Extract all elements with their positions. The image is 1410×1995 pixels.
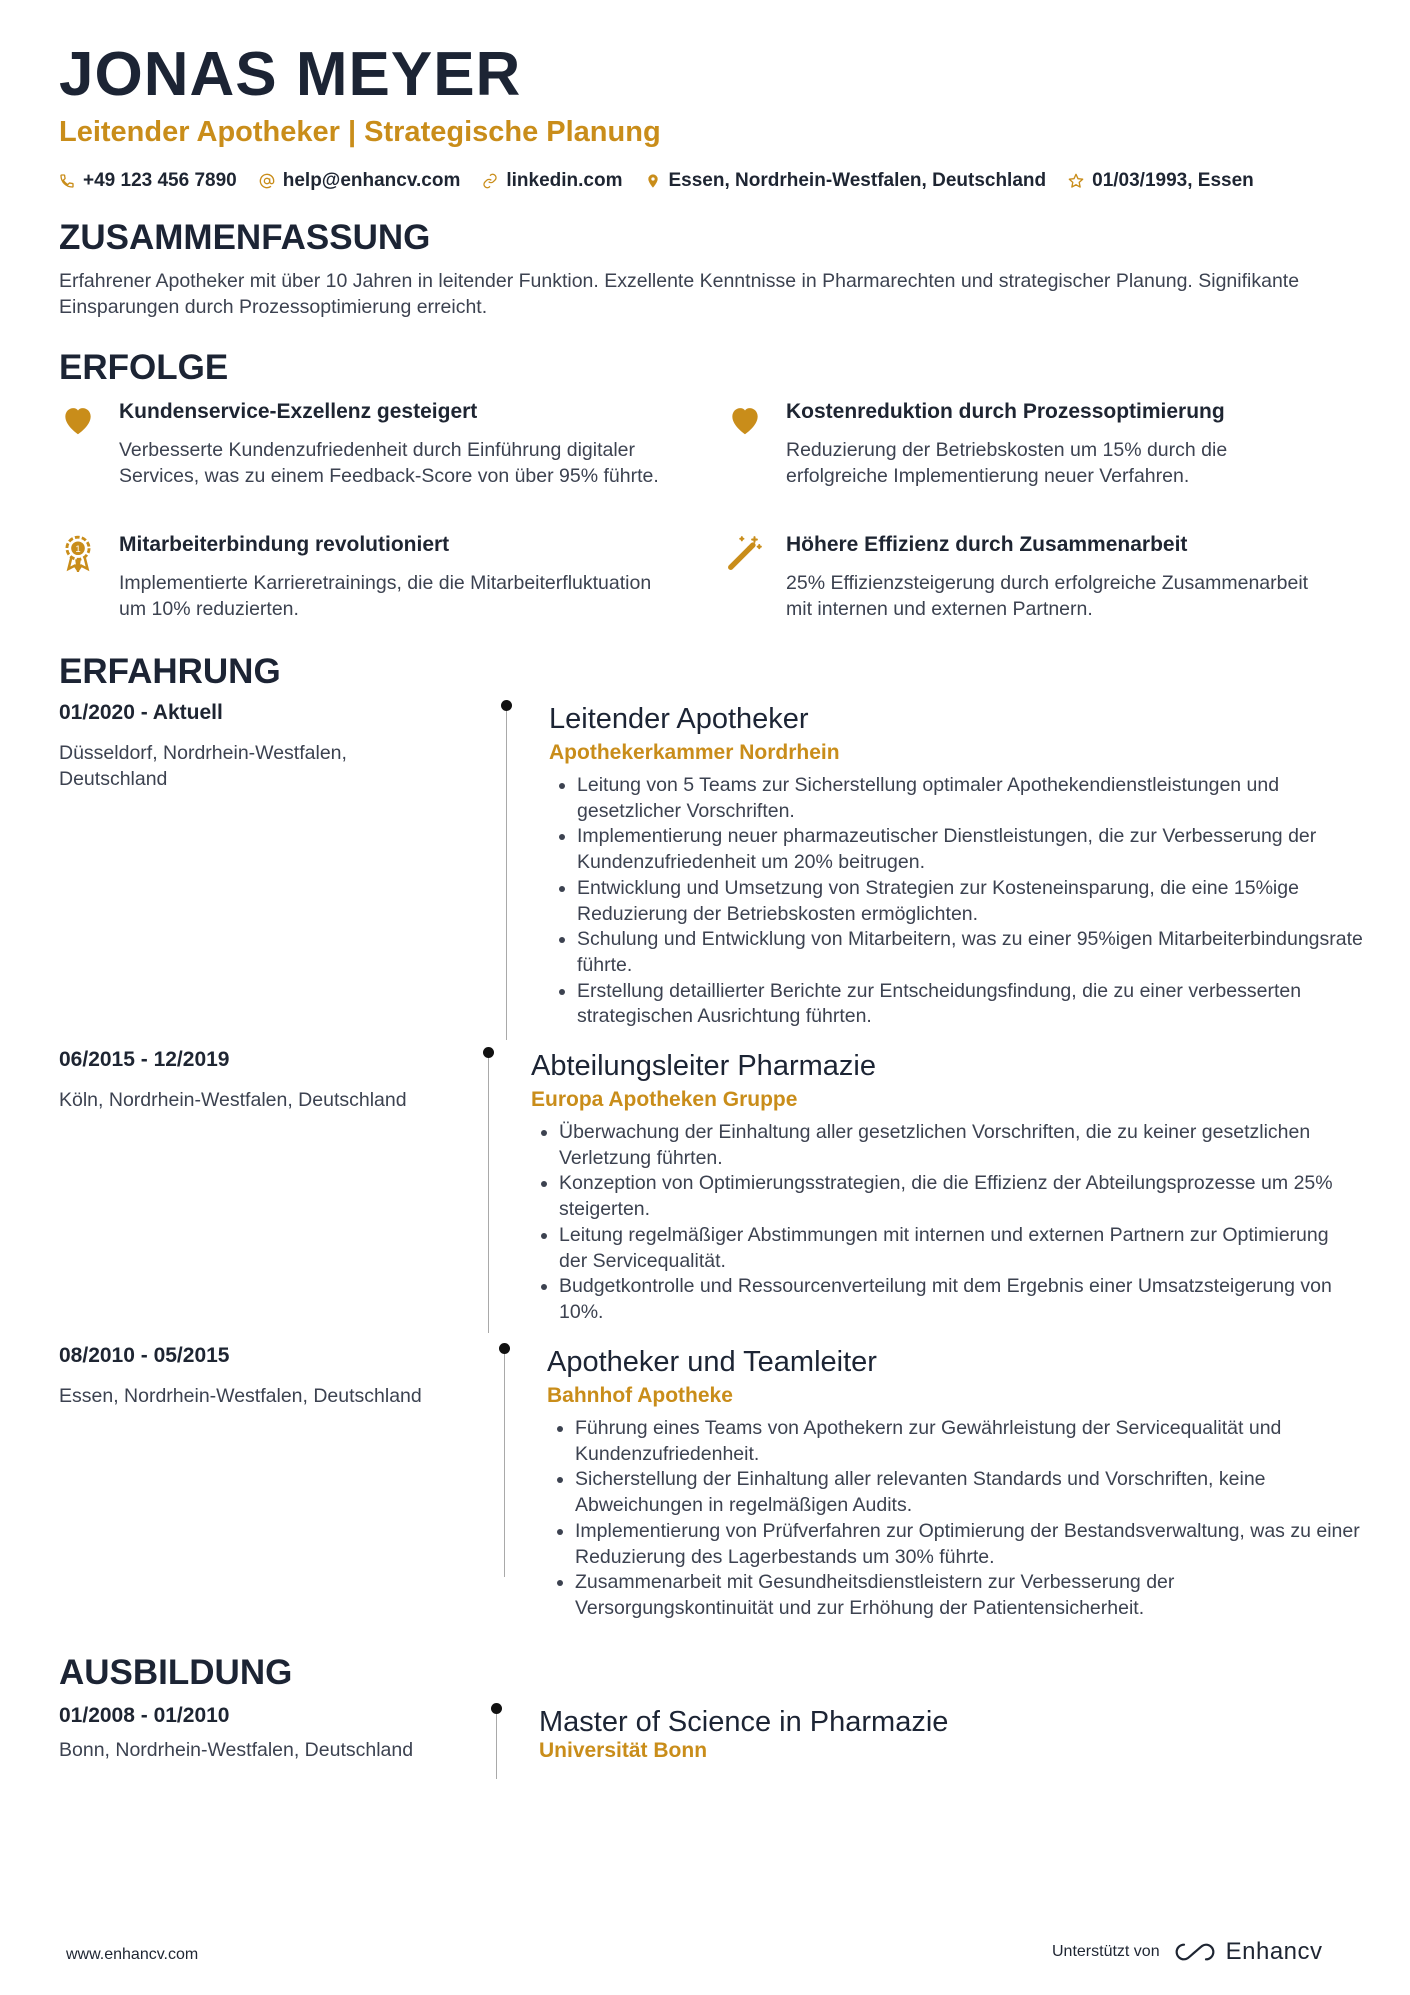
candidate-name: JONAS MEYER	[59, 40, 522, 109]
timeline-dot	[491, 1703, 502, 1714]
contact-email-text: help@enhancv.com	[282, 170, 461, 191]
job-company: Bahnhof Apotheke	[547, 1384, 733, 1407]
magic-wand-icon	[726, 534, 764, 572]
job-title: Abteilungsleiter Pharmazie	[531, 1050, 876, 1082]
summary-section-title: ZUSAMMENFASSUNG	[59, 218, 431, 257]
heart-icon	[726, 401, 764, 439]
achievement-title: Mitarbeiterbindung revolutioniert	[119, 533, 450, 556]
location-pin-icon	[645, 173, 661, 189]
contact-phone-text: +49 123 456 7890	[83, 170, 237, 191]
achievement-description: Implementierte Karrieretrainings, die die Mitarbeiterfluktuation um 10% reduzierten.	[119, 572, 652, 620]
job-bullet: • Zusammenarbeit mit Gesundheitsdienstleistern zur Verbesserung der Versorgungskontinuität und zur Erhöhung der Patientensicherheit.	[575, 1570, 1367, 1621]
job-bullets	[531, 1120, 1361, 1326]
job-title: Leitender Apotheker	[549, 703, 809, 735]
job-bullet: • Führung eines Teams von Apothekern zur Gewährleistung der Servicequalität und Kundenzufriedenheit.	[575, 1416, 1367, 1467]
star-icon	[1068, 173, 1084, 189]
degree-title: Master of Science in Pharmazie	[539, 1706, 949, 1738]
footer-brand-name: Enhancv	[1225, 1938, 1323, 1965]
contact-email[interactable]	[259, 170, 461, 192]
contact-phone[interactable]	[59, 170, 237, 192]
achievement-title: Kundenservice-Exzellenz gesteigert	[119, 400, 478, 423]
achievements-section-title: ERFOLGE	[59, 348, 229, 387]
at-icon	[259, 173, 275, 189]
footer-powered-by: Unterstützt von	[1052, 1943, 1160, 1960]
school-name: Universität Bonn	[539, 1739, 708, 1762]
timeline-line	[496, 1711, 497, 1779]
job-bullet: • Entwicklung und Umsetzung von Strategien zur Kosteneinsparung, die eine 15%ige Reduzierung der Betriebskosten ermöglichten.	[577, 876, 1369, 927]
job-bullet: • Implementierung neuer pharmazeutischer Dienstleistungen, die zur Verbesserung der Kundenzufriedenheit um 20% beitrugen.	[577, 824, 1369, 875]
summary-text: Erfahrener Apotheker mit über 10 Jahren in leitender Funktion. Exzellente Kenntnisse in Pharmarechten und strategischer Planung. Signifikante Einsparungen durch Prozessoptimierung erreicht.	[59, 270, 1300, 318]
job-entry	[549, 703, 1369, 1030]
education-entry	[539, 1706, 1359, 1764]
footer-branding	[1052, 1938, 1323, 1966]
link-icon	[482, 173, 498, 189]
achievement-description: 25% Effizienzsteigerung durch erfolgreiche Zusammenarbeit mit internen und externen Partnern.	[786, 572, 1309, 620]
job-bullet: • Konzeption von Optimierungsstrategien, die die Effizienz der Abteilungsprozesse um 25% steigerten.	[559, 1171, 1361, 1222]
job-bullet: • Sicherstellung der Einhaltung aller relevanten Standards und Vorschriften, keine Abweichungen in regelmäßigen Audits.	[575, 1467, 1367, 1518]
contact-linkedin[interactable]	[482, 170, 622, 192]
experience-section-title: ERFAHRUNG	[59, 652, 281, 691]
education-section-title: AUSBILDUNG	[59, 1653, 293, 1692]
svg-text:1: 1	[75, 543, 81, 555]
achievement-title: Kostenreduktion durch Prozessoptimierung	[786, 400, 1225, 423]
contact-bar	[59, 170, 1276, 192]
job-bullet: • Budgetkontrolle und Ressourcenverteilung mit dem Ergebnis einer Umsatzsteigerung von 10%.	[559, 1274, 1361, 1325]
timeline-line	[506, 708, 507, 1040]
contact-birth	[1068, 170, 1254, 192]
job-bullets	[549, 773, 1369, 1030]
job-date: 08/2010 - 05/2015	[59, 1344, 230, 1367]
education-location: Bonn, Nordrhein-Westfalen, Deutschland	[59, 1739, 414, 1761]
job-date: 06/2015 - 12/2019	[59, 1048, 230, 1071]
heart-icon	[59, 401, 97, 439]
job-bullet: • Implementierung von Prüfverfahren zur Optimierung der Bestandsverwaltung, was zu einer Reduzierung des Lagerbestands um 30% führte.	[575, 1519, 1367, 1570]
job-bullet: • Leitung regelmäßiger Abstimmungen mit internen und externen Partnern zur Optimierung der Servicequalität.	[559, 1223, 1361, 1274]
achievement-description: Verbesserte Kundenzufriedenheit durch Einführung digitaler Services, was zu einem Feedback-Score von über 95% führte.	[119, 439, 659, 487]
job-entry	[547, 1346, 1367, 1622]
job-entry	[531, 1050, 1361, 1326]
contact-location-text: Essen, Nordrhein-Westfalen, Deutschland	[668, 170, 1047, 191]
timeline-line	[488, 1055, 489, 1333]
timeline-line	[504, 1351, 505, 1577]
job-location: Düsseldorf, Nordrhein-Westfalen, Deutschland	[59, 742, 347, 790]
timeline-dot	[499, 1343, 510, 1354]
footer-website[interactable]: www.enhancv.com	[66, 1946, 199, 1963]
job-location: Köln, Nordrhein-Westfalen, Deutschland	[59, 1089, 407, 1111]
contact-location	[645, 170, 1047, 192]
job-bullet: • Leitung von 5 Teams zur Sicherstellung optimaler Apothekendienstleistungen und gesetzlicher Vorschriften.	[577, 773, 1369, 824]
education-date: 01/2008 - 01/2010	[59, 1704, 230, 1727]
timeline-dot	[501, 700, 512, 711]
contact-linkedin-text: linkedin.com	[506, 170, 623, 191]
job-title: Apotheker und Teamleiter	[547, 1346, 877, 1378]
job-bullet: • Erstellung detaillierter Berichte zur Entscheidungsfindung, die zu einer verbesserten strategischen Ausrichtung führten.	[577, 979, 1369, 1030]
job-company: Europa Apotheken Gruppe	[531, 1088, 798, 1111]
enhancv-logo-icon	[1172, 1941, 1218, 1963]
job-company: Apothekerkammer Nordrhein	[549, 741, 840, 764]
job-bullet: • Schulung und Entwicklung von Mitarbeitern, was zu einer 95%igen Mitarbeiterbindungsrate führte.	[577, 927, 1369, 978]
job-location: Essen, Nordrhein-Westfalen, Deutschland	[59, 1385, 422, 1407]
phone-icon	[59, 173, 75, 189]
achievement-description: Reduzierung der Betriebskosten um 15% durch die erfolgreiche Implementierung neuer Verfahren.	[786, 439, 1228, 487]
candidate-headline: Leitender Apotheker | Strategische Planung	[59, 116, 661, 148]
timeline-dot	[483, 1047, 494, 1058]
job-date: 01/2020 - Aktuell	[59, 701, 223, 724]
job-bullet: • Überwachung der Einhaltung aller gesetzlichen Vorschriften, die zu keiner gesetzlichen Verletzung führten.	[559, 1120, 1361, 1171]
contact-birth-text: 01/03/1993, Essen	[1092, 170, 1254, 191]
job-bullets	[547, 1416, 1367, 1622]
achievement-title: Höhere Effizienz durch Zusammenarbeit	[786, 533, 1188, 556]
award-ribbon-icon	[59, 534, 97, 572]
